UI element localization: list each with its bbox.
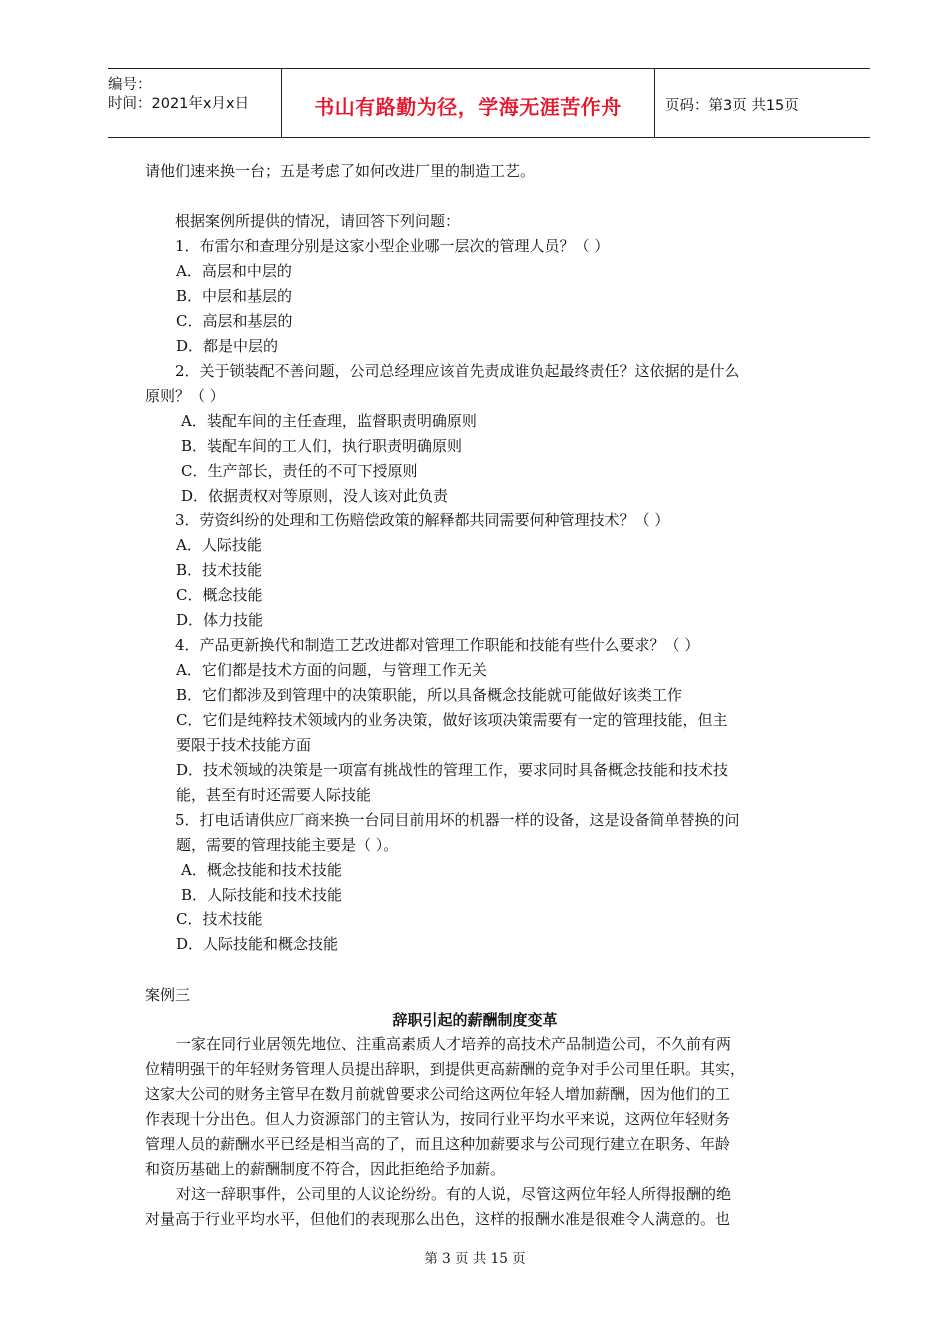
option-5a: A．概念技能和技术技能 bbox=[181, 861, 342, 879]
case-title: 辞职引起的薪酬制度变革 bbox=[392, 1011, 558, 1029]
page-footer: 第 3 页 共 15 页 bbox=[424, 1251, 526, 1267]
option-4d-cont: 能，甚至有时还需要人际技能 bbox=[176, 786, 372, 804]
question-2: 2．关于锁装配不善问题，公司总经理应该首先责成谁负起最终责任？这依据的是什么 bbox=[175, 362, 740, 380]
paragraph-line: 位精明强干的年轻财务管理人员提出辞职，到提供更高薪酬的竞争对手公司里任职。其实， bbox=[145, 1060, 746, 1078]
question-4: 4．产品更新换代和制造工艺改进都对管理工作职能和技能有些什么要求？（ ） bbox=[175, 636, 700, 654]
paragraph-line: 对这一辞职事件，公司里的人议论纷纷。有的人说，尽管这两位年轻人所得报酬的绝 bbox=[176, 1185, 732, 1203]
header-motto-cell bbox=[282, 69, 655, 137]
option-5c: C．技术技能 bbox=[176, 910, 263, 928]
option-2c: C．生产部长，责任的不可下授原则 bbox=[181, 462, 418, 480]
option-1a: A．高层和中层的 bbox=[176, 262, 292, 280]
question-5-cont: 题，需要的管理技能主要是（ ）。 bbox=[176, 836, 399, 854]
paragraph-line: 一家在同行业居领先地位、注重高素质人才培养的高技术产品制造公司，不久前有两 bbox=[176, 1035, 732, 1053]
option-3c: C．概念技能 bbox=[176, 586, 263, 604]
option-1b: B．中层和基层的 bbox=[176, 287, 293, 305]
question-1: 1．布雷尔和查理分别是这家小型企业哪一层次的管理人员？（ ） bbox=[175, 237, 610, 255]
option-3a: A．人际技能 bbox=[176, 536, 262, 554]
question-2-cont: 原则？（ ） bbox=[145, 387, 225, 405]
question-intro: 根据案例所提供的情况，请回答下列问题： bbox=[175, 212, 461, 230]
question-3: 3．劳资纠纷的处理和工伤赔偿政策的解释都共同需要何种管理技术？（ ） bbox=[175, 511, 670, 529]
option-3b: B．技术技能 bbox=[176, 561, 263, 579]
question-5: 5．打电话请供应厂商来换一台同目前用坏的机器一样的设备，这是设备简单替换的问 bbox=[175, 811, 740, 829]
option-3d: D．体力技能 bbox=[176, 611, 264, 629]
option-2a: A．装配车间的主任查理，监督职责明确原则 bbox=[181, 412, 477, 430]
option-1c: C．高层和基层的 bbox=[176, 312, 293, 330]
case-heading: 案例三 bbox=[145, 986, 191, 1004]
header-right-cell bbox=[655, 69, 870, 137]
option-4b: B．它们都涉及到管理中的决策职能，所以具备概念技能就可能做好该类工作 bbox=[176, 686, 683, 704]
option-2d: D．依据责权对等原则，没人该对此负责 bbox=[181, 487, 449, 505]
option-4c: C．它们是纯粹技术领域内的业务决策，做好该项决策需要有一定的管理技能，但主 bbox=[176, 711, 728, 729]
page-header bbox=[108, 68, 870, 138]
option-5b: B．人际技能和技术技能 bbox=[181, 886, 343, 904]
paragraph-line: 管理人员的薪酬水平已经是相当高的了，而且这种加薪要求与公司现行建立在职务、年龄 bbox=[145, 1135, 731, 1153]
paragraph-line: 这家大公司的财务主管早在数月前就曾要求公司给这两位年轻人增加薪酬，因为他们的工 bbox=[145, 1085, 731, 1103]
option-1d: D．都是中层的 bbox=[176, 337, 279, 355]
option-4a: A．它们都是技术方面的问题，与管理工作无关 bbox=[176, 661, 487, 679]
header-left-cell bbox=[108, 69, 282, 137]
text-line: 请他们速来换一台；五是考虑了如何改进厂里的制造工艺。 bbox=[145, 162, 536, 180]
paragraph-line: 作表现十分出色。但人力资源部门的主管认为，按同行业平均水平来说，这两位年轻财务 bbox=[145, 1110, 731, 1128]
option-4c-cont: 要限于技术技能方面 bbox=[176, 736, 312, 754]
document-date-label: 时间：2021年x月x日 bbox=[108, 96, 250, 112]
paragraph-line: 和资历基础上的薪酬制度不符合，因此拒绝给予加薪。 bbox=[145, 1160, 506, 1178]
option-5d: D．人际技能和概念技能 bbox=[176, 935, 339, 953]
option-4d: D．技术领域的决策是一项富有挑战性的管理工作，要求同时具备概念技能和技术技 bbox=[176, 761, 729, 779]
document-number-label: 编号： bbox=[108, 77, 152, 93]
header-page-number: 页码：第3页 共15页 bbox=[665, 98, 799, 114]
option-2b: B．装配车间的工人们，执行职责明确原则 bbox=[181, 437, 463, 455]
paragraph-line: 对量高于行业平均水平，但他们的表现那么出色，这样的报酬水准是很难令人满意的。也 bbox=[145, 1210, 731, 1228]
header-motto: 书山有路勤为径，学海无涯苦作舟 bbox=[314, 95, 622, 119]
